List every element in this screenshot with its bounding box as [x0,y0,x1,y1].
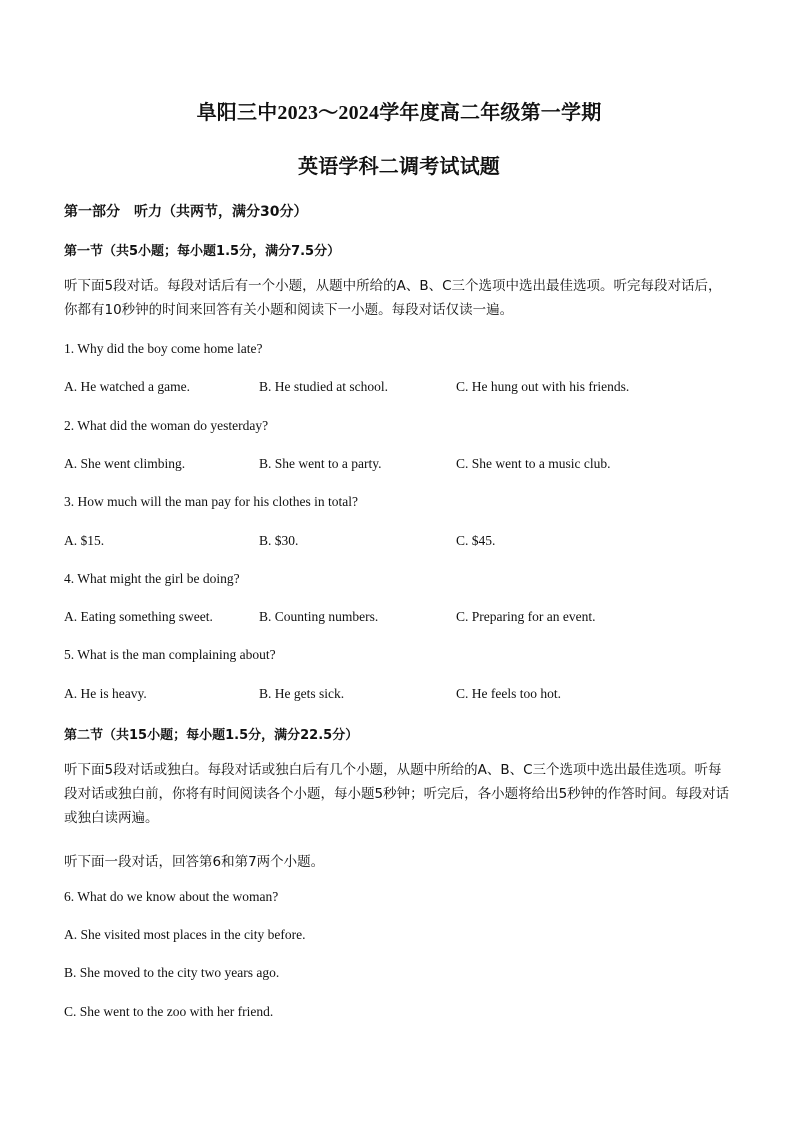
question-stem: 5. What is the man complaining about? [64,647,276,662]
option-a: A. $15. [64,533,105,548]
question-stem: 3. How much will the man pay for his clothes in total? [64,494,358,509]
section1-instructions: 听下面5段对话。每段对话后有一个小题，从题中所给的A、B、C三个选项中选出最佳选项。听完每段对话后，你都有10秒钟的时间来回答有关小题和阅读下一小题。每段对话仅读一遍。 [64,278,722,318]
section1-heading: 第一节（共5小题；每小题1.5分，满分7.5分） [64,244,341,259]
section2-instructions: 听下面5段对话或独白。每段对话或独白后有几个小题，从题中所给的A、B、C三个选项中选出最佳选项。听每段对话或独白前，你将有时间阅读各个小题，每小题5秒钟；听完后，各小题将给出5秒钟的作答时间。每段对话或独白读两遍。 [64,762,730,826]
option-a: A. She went climbing. [64,456,186,471]
exam-subtitle: 英语学科二调考试试题 [298,156,500,178]
option-c: C. He feels too hot. [456,686,561,701]
question-options [64,686,734,706]
option-c: C. She went to a music club. [456,456,611,471]
question-options [64,609,734,629]
question-options [64,533,734,553]
section2-sub-instruction: 听下面一段对话，回答第6和第7两个小题。 [64,854,325,870]
question-stem: 6. What do we know about the woman? [64,889,279,904]
option-b: B. He studied at school. [259,379,388,394]
option-c: C. He hung out with his friends. [456,379,630,394]
option-c: C. She went to the zoo with her friend. [64,1004,274,1019]
option-b: B. He gets sick. [259,686,345,701]
option-c: C. $45. [456,533,496,548]
option-b: B. She moved to the city two years ago. [64,965,280,980]
option-a: A. Eating something sweet. [64,609,213,624]
question-stem: 1. Why did the boy come home late? [64,341,263,356]
option-a: A. He is heavy. [64,686,147,701]
option-a: A. She visited most places in the city before. [64,927,306,942]
option-b: B. Counting numbers. [259,609,379,624]
part1-heading: 第一部分 听力（共两节，满分30分） [64,204,308,220]
option-c: C. Preparing for an event. [456,609,596,624]
question-stem: 2. What did the woman do yesterday? [64,418,269,433]
question-options [64,379,734,399]
question-options [64,456,734,476]
option-b: B. $30. [259,533,299,548]
exam-title: 阜阳三中2023～2024学年度高二年级第一学期 [196,102,602,124]
option-b: B. She went to a party. [259,456,382,471]
option-a: A. He watched a game. [64,379,190,394]
section2-heading: 第二节（共15小题；每小题1.5分，满分22.5分） [64,728,359,743]
question-stem: 4. What might the girl be doing? [64,571,240,586]
